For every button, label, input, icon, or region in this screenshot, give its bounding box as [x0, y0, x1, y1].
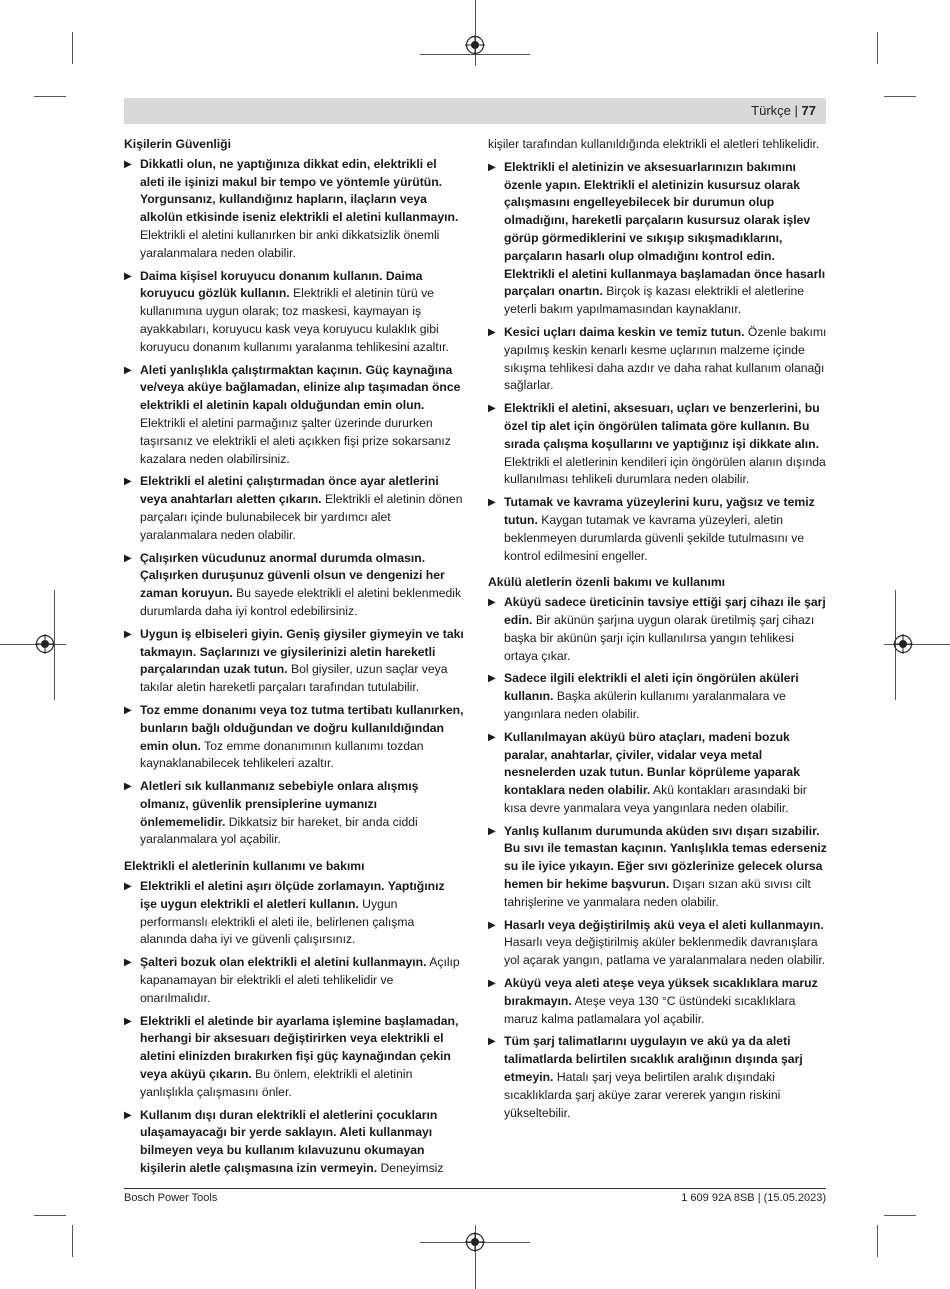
- item-warning: Daima kişisel koruyucu donanım kullanın. Daima koruyucu gözlük kullanın.: [140, 268, 423, 301]
- bullet-arrow-icon: ▶: [488, 1036, 496, 1048]
- item-warning: Tutamak ve kavrama yüzeylerini kuru, yağsız ve temiz tutun.: [504, 495, 815, 527]
- item-warning: Elektrikli el aletini çalıştırmadan önce ayar aletlerini veya anahtarları aletten çıkarın.: [140, 474, 439, 507]
- crop-mark: [34, 1215, 66, 1216]
- bullet-arrow-icon: ▶: [124, 957, 132, 969]
- item-explanation: Hatalı şarj veya belirtilen aralık dışındaki sıcaklıklarda şarj aküye zarar vererek yangın riskini yükseltebilir.: [504, 1070, 781, 1120]
- section-heading: Elektrikli el aletlerinin kullanımı ve bakımı: [124, 859, 365, 874]
- item-explanation: Hasarlı veya değiştirilmiş aküler beklenmedik davranışlara yol açarak yangın, patlama ve yaralanmalara neden olabilir.: [504, 935, 826, 968]
- item-explanation: Bol giysiler, uzun saçlar veya takılar aletin hareketli parçaları tarafından tutulabilir.: [140, 662, 448, 695]
- bullet-arrow-icon: ▶: [488, 403, 496, 415]
- item-warning: Kesici uçları daima keskin ve temiz tutun.: [504, 324, 745, 339]
- crop-mark: [884, 1215, 916, 1216]
- bullet-arrow-icon: ▶: [488, 597, 496, 609]
- item-explanation: Özenle bakımı yapılmış keskin kenarlı kesme uçlarının malzeme içinde sıkışma tehlikesi daha azdır ve daha rahat kullanım olanağı sağlarlar.: [504, 324, 827, 393]
- item-explanation: Birçok iş kazası elektrikli el aletlerine yeterli bakım yapılmamasından kaynaklanır.: [504, 284, 805, 317]
- right-column: [488, 136, 828, 1127]
- section-heading: Kişilerin Güvenliği: [124, 137, 232, 151]
- list-item: [488, 324, 828, 395]
- item-warning: Uygun iş elbiseleri giyin. Geniş giysiler giymeyin ve takı takmayın. Saçlarınızı ve giysilerinizi aletin hareketli parçalarından uzak tutun.: [140, 626, 464, 677]
- item-explanation: Elektrikli el aletini parmağınız şalter üzerinde dururken taşırsanız ve elektrikli el aleti açıkken fişi prize sokarsanız kazalara neden olabilirsiniz.: [140, 415, 451, 466]
- bullet-arrow-icon: ▶: [124, 628, 132, 640]
- item-explanation: Elektrikli el aletini kullanırken bir anki dikkatsizlik önemli yaralanmalara neden olabilir.: [140, 227, 440, 260]
- footer-divider: [124, 1188, 826, 1189]
- item-explanation: Toz emme donanımının kullanımı tozdan kaynaklanabilecek tehlikeleri azaltır.: [140, 738, 424, 771]
- list-item: [488, 159, 828, 319]
- item-explanation: Ateşe veya 130 °C üstündeki sıcaklıklara maruz kalma patlamalara yol açabilir.: [504, 993, 796, 1026]
- page-number: 77: [801, 103, 816, 118]
- item-explanation: Bu önlem, elektrikli el aletinin yanlışlıkla çalışmasını önler.: [140, 1067, 413, 1099]
- registration-target-icon: [893, 634, 913, 654]
- crop-mark: [475, 0, 476, 66]
- list-item: [124, 878, 464, 949]
- item-warning: Kullanılmayan aküyü büro ataçları, madeni bozuk paralar, anahtarlar, çiviler, vidalar veya metal nesnelerden uzak tutun. Bunlar köprüleme yaparak kontaklara neden olabilir.: [504, 729, 800, 798]
- bullet-arrow-icon: ▶: [488, 326, 496, 338]
- crop-mark: [72, 32, 73, 64]
- list-item: [124, 1013, 464, 1102]
- left-column: [124, 136, 464, 1183]
- item-explanation: Deneyimsiz: [377, 1161, 444, 1176]
- item-warning: Elektrikli el aletini aşırı ölçüde zorlamayın. Yaptığınız işe uygun elektrikli el aletleri kullanın.: [140, 879, 445, 911]
- item-warning: Dikkatli olun, ne yaptığınıza dikkat edin, elektrikli el aleti ile işinizi makul bir tempo ve yöntemle yürütün. Yorgunsanız, kullandığınız hapların, ilaçların veya alkolün etkisinde iseniz elektrikli el aletini kullanmayın.: [140, 156, 459, 225]
- list-item: [124, 473, 464, 544]
- bullet-arrow-icon: ▶: [488, 825, 496, 837]
- bullet-arrow-icon: ▶: [124, 704, 132, 716]
- list-item: [124, 626, 464, 697]
- list-item: [124, 778, 464, 849]
- footer-document-id: 1 609 92A 8SB | (15.05.2023): [681, 1192, 826, 1204]
- item-explanation: Bir akünün şarjına uygun olarak üretilmiş şarj cihazı başka bir akünün şarjı için kullanılırsa yangın tehlikesi ortaya çıkar.: [504, 612, 815, 663]
- bullet-arrow-icon: ▶: [488, 731, 496, 743]
- list-item: [488, 917, 828, 970]
- list-item: [488, 670, 828, 723]
- registration-target-icon: [35, 634, 55, 654]
- item-explanation: Bu sayede elektrikli el aletini beklenmedik durumlarda daha iyi kontrol edebilirsiniz.: [140, 586, 462, 618]
- item-explanation: Uygun performanslı elektrikli el aleti ile, belirlenen çalışma alanında daha iyi ve güvenli çalışırsınız.: [140, 896, 415, 947]
- item-warning: Elektrikli el aletini, aksesuarı, uçları ve benzerlerini, bu özel tip alet için öngörülen talimata göre kullanın. Bu sırada çalışma koşullarını ve yaptığınız işi dikkate alın.: [504, 401, 820, 451]
- list-item: [488, 494, 828, 565]
- item-explanation: Dışarı sızan akü sıvısı cilt tahrişlerine ve yanmalara neden olabilir.: [504, 877, 811, 909]
- item-explanation: Kaygan tutamak ve kavrama yüzeyleri, aletin beklenmeyen durumlarda güvenli şekilde tutulmasını ve kontrol edilmesini engeller.: [504, 512, 805, 563]
- item-explanation: Elektrikli el aletinin türü ve kullanımına uygun olarak; toz maskesi, kaymayan iş ayakkabıları, koruyucu kask veya koruyucu kulaklık gibi koruyucu donanım kullanımı yaralanma tehlikesini azaltır.: [140, 286, 449, 354]
- item-warning: Tüm şarj talimatlarını uygulayın ve akü ya da aleti talimatlarda belirtilen sıcaklık aralığının dışında şarj etmeyin.: [504, 1034, 803, 1085]
- crop-mark: [877, 32, 878, 64]
- item-warning: Elektrikli el aletinde bir ayarlama işlemine başlamadan, herhangi bir aksesuarı değiştirirken veya elektrikli el aletini elinizden bırakırken fişi güç kaynağından çekin veya aküyü çıkarın.: [140, 1013, 459, 1082]
- bullet-arrow-icon: ▶: [124, 1015, 132, 1027]
- item-explanation: Dikkatsiz bir hareket, bir anda ciddi yaralanmalara yol açabilir.: [140, 814, 418, 847]
- bullet-arrow-icon: ▶: [124, 1109, 132, 1121]
- crop-mark: [884, 96, 916, 97]
- crop-mark: [34, 96, 66, 97]
- item-warning: Elektrikli el aletinizin ve aksesuarlarınızın bakımını özenle yapın. Elektrikli el aletinizin kusursuz olarak çalışmasını engelleyebilecek bir durumun olup olmadığını, hareketli parçaların kusursuz olarak işlev görüp görmediklerini ve sıkışıp sıkışmadıklarını, parçaların hasarlı olup olmadığını kontrol edin. Elektrikli el aletini kullanmaya başlamadan önce hasarlı parçaları onartın.: [504, 159, 826, 299]
- bullet-arrow-icon: ▶: [124, 158, 132, 170]
- item-warning: Aküyü sadece üreticinin tavsiye ettiği şarj cihazı ile şarj edin.: [504, 595, 826, 627]
- footer-publisher: Bosch Power Tools: [124, 1192, 218, 1204]
- item-explanation: Başka akülerin kullanımı yaralanmalara ve yangınlara neden olabilir.: [504, 689, 786, 721]
- item-explanation: Elektrikli el aletinin dönen parçaları içinde bulunabilecek bir yardımcı alet yaralanmalara neden olabilir.: [140, 492, 463, 542]
- bullet-arrow-icon: ▶: [488, 919, 496, 931]
- list-item: [124, 268, 464, 357]
- bullet-arrow-icon: ▶: [488, 978, 496, 990]
- item-explanation: Akü kontakları arasındaki bir kısa devre yanmalara veya yangınlara neden olabilir.: [504, 783, 807, 815]
- item-warning: Şalteri bozuk olan elektrikli el aletini kullanmayın.: [140, 955, 427, 970]
- item-warning: Çalışırken vücudunuz anormal durumda olmasın. Çalışırken duruşunuz güvenli olsun ve dengenizi her zaman koruyun.: [140, 550, 445, 601]
- list-item: [124, 702, 464, 773]
- bullet-arrow-icon: ▶: [124, 781, 132, 793]
- item-warning: Aletleri sık kullanmanız sebebiyle onlara alışmış olmanız, güvenlik prensiplerine uymanızı önlememelidir.: [140, 779, 419, 829]
- item-warning: Kullanım dışı duran elektrikli el aletlerini çocukların ulaşamayacağı bir yerde saklayın. Aleti kullanmayı bilmeyen veya bu kullanım kılavuzunu okumayan kişilerin aletle çalışmasına izin vermeyin.: [140, 1107, 438, 1176]
- list-item: [488, 594, 828, 665]
- list-item: [124, 362, 464, 469]
- list-item: [124, 550, 464, 621]
- bullet-arrow-icon: ▶: [124, 881, 132, 893]
- bullet-arrow-icon: ▶: [488, 497, 496, 509]
- list-item: [488, 975, 828, 1028]
- continuation-text: kişiler tarafından kullanıldığında elektrikli el aletleri tehlikelidir.: [488, 137, 820, 151]
- crop-mark: [877, 1225, 878, 1257]
- bullet-arrow-icon: ▶: [488, 161, 496, 173]
- crop-mark: [72, 1225, 73, 1257]
- bullet-arrow-icon: ▶: [124, 364, 132, 376]
- list-item: [488, 729, 828, 818]
- item-warning: Sadece ilgili elektrikli el aleti için öngörülen aküleri kullanın.: [504, 671, 799, 704]
- list-item: [488, 400, 828, 489]
- header-separator: |: [794, 103, 798, 118]
- header-section: Türkçe: [751, 103, 791, 118]
- list-item: [124, 954, 464, 1007]
- bullet-arrow-icon: ▶: [124, 552, 132, 564]
- bullet-arrow-icon: ▶: [124, 270, 132, 282]
- bullet-arrow-icon: ▶: [488, 673, 496, 685]
- crop-mark: [0, 644, 66, 645]
- section-heading: Akülü aletlerin özenli bakımı ve kullanımı: [488, 575, 726, 590]
- header-label: [751, 103, 816, 118]
- list-item: [124, 156, 464, 263]
- item-warning: Toz emme donanımı veya toz tutma tertibatı kullanırken, bunların bağlı olduğundan ve doğru kullanıldığından emin olun.: [140, 702, 464, 753]
- item-warning: Aleti yanlışlıkla çalıştırmaktan kaçının. Güç kaynağına ve/veya aküye bağlamadan, elinize alıp taşımadan önce elektrikli el aletinin kapalı olduğundan emin olun.: [140, 362, 461, 413]
- page-header: [124, 98, 826, 124]
- registration-target-icon: [465, 1232, 485, 1252]
- registration-target-icon: [465, 35, 485, 55]
- item-warning: Yanlış kullanım durumunda aküden sıvı dışarı sızabilir. Bu sıvı ile temastan kaçının. Yanlışlıkla temas ederseniz su ile iyice yıkayın. Eğer sıvı gözlerinize gelecek olursa hemen bir hekime başvurun.: [504, 823, 827, 892]
- list-item: [488, 823, 828, 912]
- list-item: [124, 1107, 464, 1178]
- item-explanation: Elektrikli el aletlerinin kendileri için öngörülen alanın dışında kullanılması tehlikeli durumlara neden olabilir.: [504, 454, 826, 487]
- item-warning: Hasarlı veya değiştirilmiş akü veya el aleti kullanmayın.: [504, 917, 824, 932]
- item-explanation: Açılıp kapanamayan bir elektrikli el aleti tehlikelidir ve onarılmalıdır.: [140, 955, 460, 1005]
- item-warning: Aküyü veya aleti ateşe veya yüksek sıcaklıklara maruz bırakmayın.: [504, 976, 818, 1008]
- bullet-arrow-icon: ▶: [124, 476, 132, 488]
- list-item: [488, 1033, 828, 1122]
